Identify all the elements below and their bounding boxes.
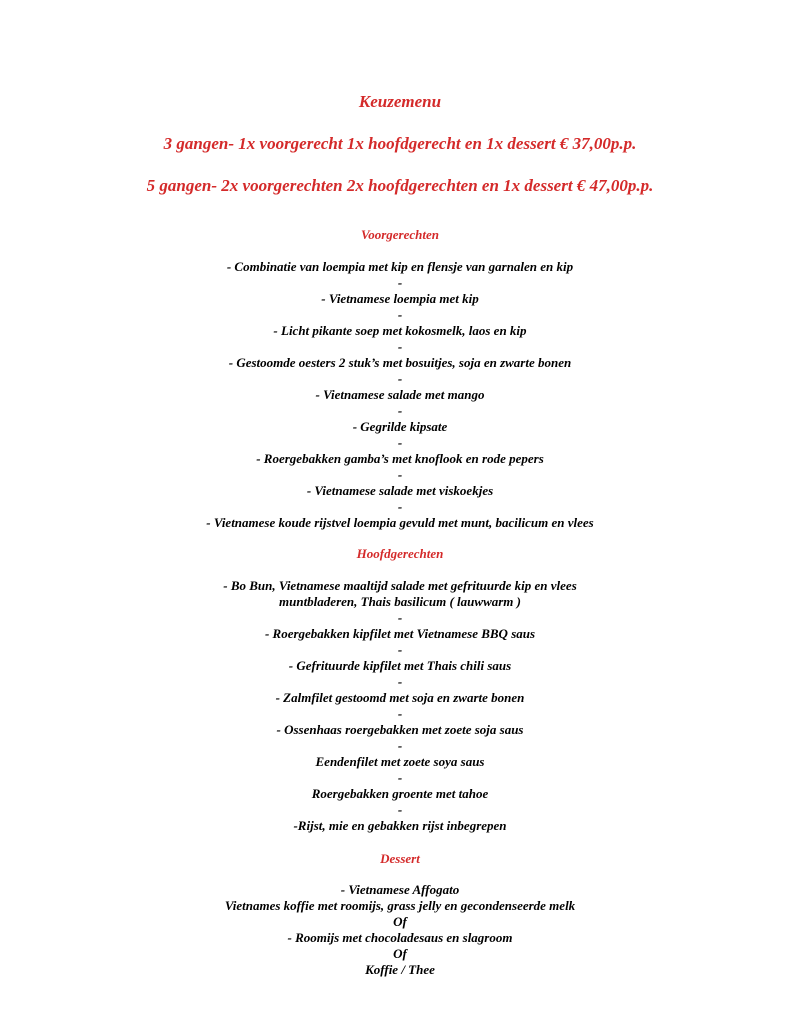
list-item: - Combinatie van loempia met kip en flensje van garnalen en kip	[226, 259, 574, 274]
item-separator: -	[397, 403, 403, 418]
section-heading-voorgerechten: Voorgerechten	[361, 227, 439, 242]
list-item: - Roergebakken kipfilet met Vietnamese BBQ saus	[264, 626, 536, 641]
list-item: Koffie / Thee	[365, 962, 435, 977]
item-separator: -	[397, 435, 403, 450]
section-heading-hoofdgerechten: Hoofdgerechten	[356, 546, 444, 561]
item-separator: -	[397, 610, 403, 625]
list-item: - Vietnamese loempia met kip	[321, 291, 479, 306]
item-separator: -	[397, 307, 403, 322]
list-item: - Vietnamese Affogato	[340, 882, 460, 897]
list-item: - Gestoomde oesters 2 stuk’s met bosuitjes, soja en zwarte bonen	[228, 355, 572, 370]
list-item: - Licht pikante soep met kokosmelk, laos en kip	[273, 323, 527, 338]
list-item: - Vietnamese salade met mango	[315, 387, 485, 402]
list-item: - Zalmfilet gestoomd met soja en zwarte bonen	[275, 690, 525, 705]
item-separator: -	[397, 339, 403, 354]
item-separator: -	[397, 706, 403, 721]
list-item: - Vietnamese salade met viskoekjes	[306, 483, 494, 498]
list-item: muntbladeren, Thais basilicum ( lauwwarm )	[279, 594, 521, 609]
list-item: Vietnames koffie met roomijs, grass jelly en gecondenseerde melk	[224, 898, 576, 913]
section-heading-dessert: Dessert	[380, 851, 420, 866]
list-item: - Ossenhaas roergebakken met zoete soja saus	[276, 722, 524, 737]
list-item: Roergebakken groente met tahoe	[311, 786, 489, 801]
item-separator: -	[397, 674, 403, 689]
list-item: - Vietnamese koude rijstvel loempia gevuld met munt, bacilicum en vlees	[206, 515, 594, 530]
list-item: Eendenfilet met zoete soya saus	[315, 754, 485, 769]
offer-5-courses: 5 gangen- 2x voorgerechten 2x hoofdgerechten en 1x dessert € 47,00p.p.	[146, 176, 654, 195]
dessert-list	[0, 882, 800, 978]
item-separator: -	[397, 802, 403, 817]
list-item: - Roergebakken gamba’s met knoflook en rode pepers	[256, 451, 544, 466]
list-item: Of	[393, 914, 407, 929]
list-item: -Rijst, mie en gebakken rijst inbegrepen	[293, 818, 507, 833]
offer-3-courses: 3 gangen- 1x voorgerecht 1x hoofdgerecht en 1x dessert € 37,00p.p.	[163, 134, 637, 153]
menu-title: Keuzemenu	[358, 92, 442, 111]
item-separator: -	[397, 371, 403, 386]
list-item: - Gefrituurde kipfilet met Thais chili saus	[288, 658, 512, 673]
voorgerechten-list	[0, 259, 800, 531]
item-separator: -	[397, 770, 403, 785]
list-item: - Bo Bun, Vietnamese maaltijd salade met gefrituurde kip en vlees	[223, 578, 577, 593]
item-separator: -	[397, 499, 403, 514]
item-separator: -	[397, 738, 403, 753]
item-separator: -	[397, 467, 403, 482]
list-item: Of	[393, 946, 407, 961]
item-separator: -	[397, 642, 403, 657]
hoofdgerechten-list	[0, 578, 800, 834]
list-item: - Roomijs met chocoladesaus en slagroom	[287, 930, 513, 945]
item-separator: -	[397, 275, 403, 290]
list-item: - Gegrilde kipsate	[352, 419, 448, 434]
